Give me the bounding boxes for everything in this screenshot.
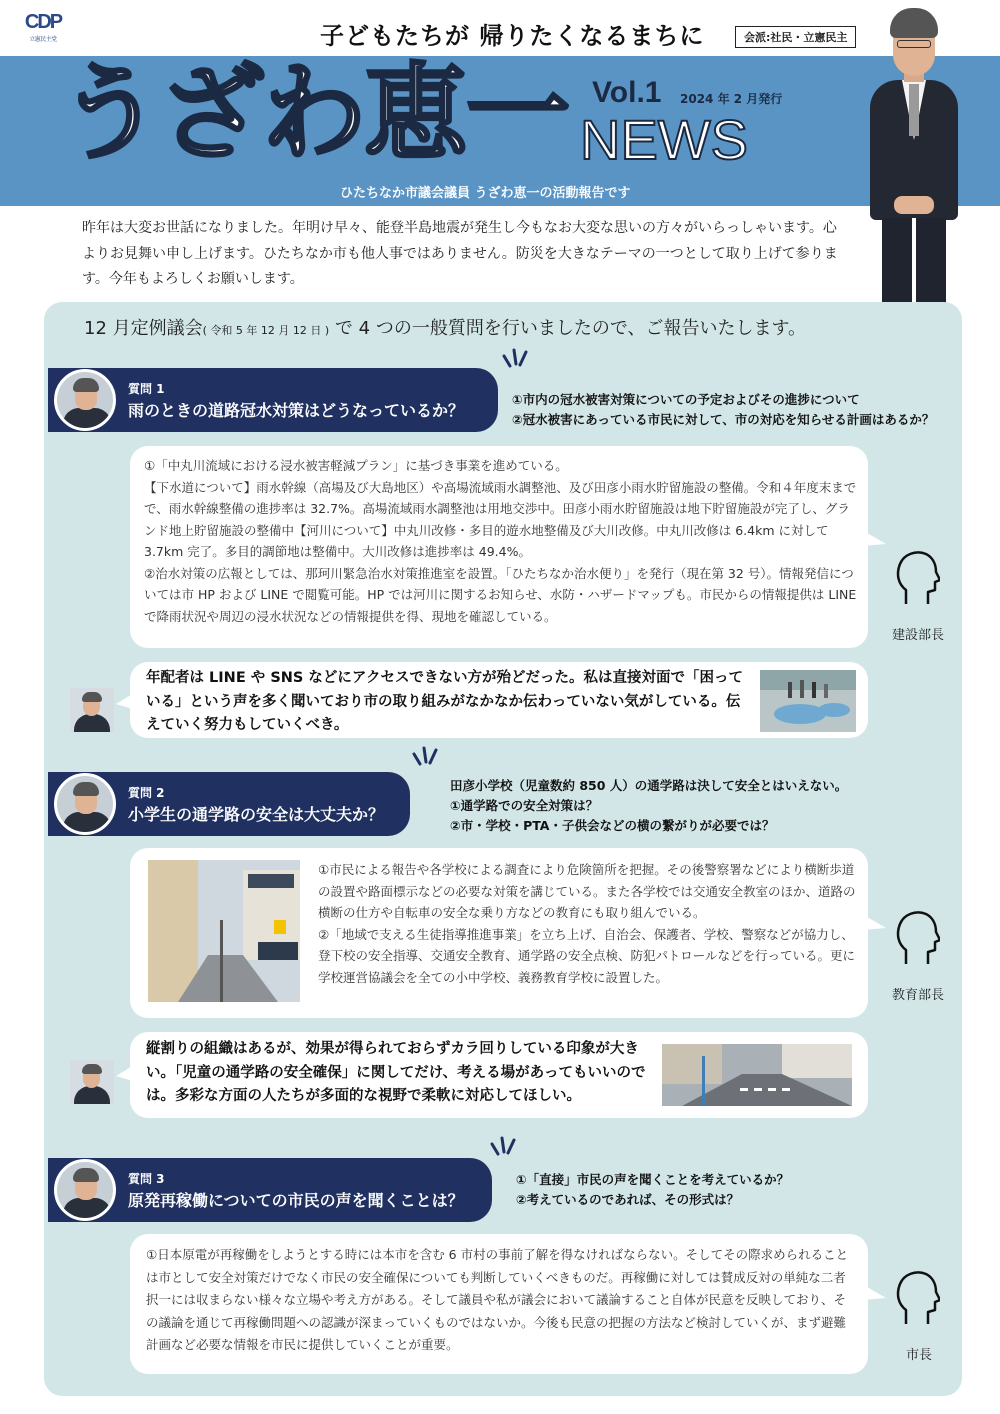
emphasis-lines-icon (500, 346, 536, 376)
answer-1-text (144, 455, 858, 627)
report-session: 12 月定例議会 (84, 318, 203, 339)
question-3-title: 原発再稼働についての市民の声を聞くことは？ (128, 1191, 464, 1210)
report-heading (84, 314, 806, 340)
sub-question: ②冠水被害にあっている市民に対して、市の対応を知らせる計画はあるか？ (512, 412, 935, 427)
bubble-tail (116, 690, 136, 712)
answerer-role-3: 市長 (906, 1348, 933, 1363)
answer-paragraph: ①「中丸川流域における浸水被害軽減プラン」に基づき事業を進めている。 (144, 458, 568, 473)
answer-paragraph: 【下水道について】雨水幹線（高場及び大島地区）や高場流域雨水調整池、及び田彦小雨水貯留施設の整備。令和４年度末までで、雨水幹線整備の進捗率は 32.7%。高場流域雨水調整池は用地交渉中。田彦小雨水貯留施設は地下貯留施設が完了し、グランド地上貯留施設の整備中【河川について】中丸川改修・多目的遊水地整備及び大川改修。中丸川改修は 6.4km に対して 3.7km 完了。多目的調節地は整備中。大川改修は進捗率は 49.4%。 (144, 479, 857, 559)
question-1-number: 質問 1 (128, 382, 165, 396)
question-2-number: 質問 2 (128, 786, 165, 800)
cdp-logo (22, 12, 64, 52)
newsletter-title: うざわ恵一 (58, 52, 569, 174)
answer-paragraph: ②「地域で支える生徒指導推進事業」を立ち上げ、自治会、保護者、学校、警察などが協力し、登下校の安全指導、交通安全教育、通学路の安全点検、防犯パトロールなどを行っている。更に学校運営協議会を全ての小中学校、義務教育学校に設置した。 (318, 926, 856, 985)
avatar (54, 1159, 116, 1221)
sub-question: ①市内の冠水被害対策についての予定およびその進捗について (512, 392, 860, 407)
question-2-title: 小学生の通学路の安全は大丈夫か？ (128, 805, 385, 824)
sub-question: ①通学路での安全対策は？ (450, 798, 599, 813)
sub-question: ②市・学校・PTA・子供会などの横の繋がりが必要では？ (450, 818, 775, 833)
answerer-role-1: 建設部長 (892, 628, 945, 643)
person-head-icon (894, 1268, 940, 1326)
person-head-icon (894, 908, 940, 966)
question-3-subquestions (516, 1170, 789, 1210)
sub-question: ②考えているのであれば、その形式は？ (516, 1192, 740, 1207)
report-date: ( 令和 5 年 12 月 12 日 ) (202, 324, 330, 337)
question-3-number: 質問 3 (128, 1172, 165, 1186)
sub-question: ①「直接」市民の声を聞くことを考えているか？ (516, 1172, 790, 1187)
comment-2-text: 縦割りの組織はあるが、効果が得られておらずカラ回りしている印象が大きい。「児童の通学路の安全確保」に関してだけ、考える場があってもいいのでは。多彩な方面の人たちが多面的な視野で柔軟に対応してほしい。 (146, 1041, 646, 1104)
issue-date: 2024 年 2 月発行 (680, 92, 783, 106)
avatar (54, 369, 116, 431)
volume-number: Vol.1 (592, 76, 662, 109)
person-head-icon (894, 548, 940, 606)
intro-text: 昨年は大変お世話になりました。年明け早々、能登半島地震が発生し今もなお大変な思いの方々がいらっしゃいます。心よりお見舞い申し上げます。ひたちなか市も他人事ではありません。防災を大きなテーマの一つとして取り上げて参ります。今年もよろしくお願いします。 (82, 220, 838, 287)
bubble-tail (116, 1062, 136, 1084)
logo-mark: CDP (24, 11, 62, 33)
news-label: NEWS (580, 108, 748, 171)
faction-label: 会派:社民・立憲民主 (735, 26, 856, 48)
report-summary: で 4 つの一般質問を行いましたので、ご報告いたします。 (329, 318, 807, 339)
question-2-subquestions (450, 776, 847, 836)
avatar (70, 1060, 114, 1104)
answerer-role-2: 教育部長 (892, 988, 945, 1003)
bubble-tail (862, 910, 888, 936)
answer-paragraph: ①市民による報告や各学校による調査により危険箇所を把握。その後警察署などにより横断歩道の設置や路面標示などの必要な対策を講じている。また各学校では交通安全教室のほか、道路の横断の仕方や自転車の安全な乗り方などの教育にも取り組んでいる。 (318, 862, 856, 920)
newsletter-subtitle: ひたちなか市議会議員 うざわ恵一の活動報告です (340, 186, 631, 201)
crosswalk-photo (662, 1044, 852, 1106)
avatar (54, 773, 116, 835)
bubble-tail (862, 1280, 888, 1306)
answer-paragraph: ①日本原電が再稼働をしようとする時には本市を含む 6 市村の事前了解を得なければならない。そしてその際求められることは市として安全対策だけでなく市民の安全確保についても判断していくべきものだ。再稼働に対しては賛成反対の単純な二者択一には収まらない様々な立場や考え方がある。そして議員や私が議会において議論すること自体が民意を反映しており、その議論を通じて再稼働問題への認識が深まっていくものではないか。今後も民意の把握の方法など検討していくが、まず避難計画など必要な情報を市民に提供していくことが重要。 (146, 1247, 849, 1352)
logo-party-name: 立憲民主党 (29, 36, 57, 43)
answer-2-text (318, 859, 858, 988)
school-route-photo (148, 860, 300, 1002)
question-1-subquestions (512, 390, 934, 430)
flood-site-photo (760, 670, 856, 732)
answer-3-text (146, 1244, 856, 1357)
avatar (70, 688, 114, 732)
emphasis-lines-icon (410, 744, 446, 774)
question-1-title: 雨のときの道路冠水対策はどうなっているか？ (128, 401, 465, 420)
bubble-tail (862, 526, 888, 552)
sub-question: 田彦小学校（児童数約 850 人）の通学路は決して安全とはいえない。 (450, 778, 848, 793)
slogan: 子どもたちが 帰りたくなるまちに (320, 22, 705, 50)
answer-paragraph: ②治水対策の広報としては、那珂川緊急治水対策推進室を設置。「ひたちなか治水便り」を発行（現在第 32 号）。情報発信については市 HP および LINE で閲覧可能。HP では河川に関するお知らせ、水防・ハザードマップも。市民からの情報提供は LINE で降雨状況や周辺の浸水状況などの情報提供を得、現地を確認している。 (144, 565, 857, 624)
emphasis-lines-icon (488, 1134, 524, 1164)
comment-1-text: 年配者は LINE や SNS などにアクセスできない方が殆どだった。私は直接対面で「困っている」という声を多く聞いており市の取り組みがなかなか伝わっていない気がしている。伝えていく努力もしていくべき。 (146, 670, 743, 733)
